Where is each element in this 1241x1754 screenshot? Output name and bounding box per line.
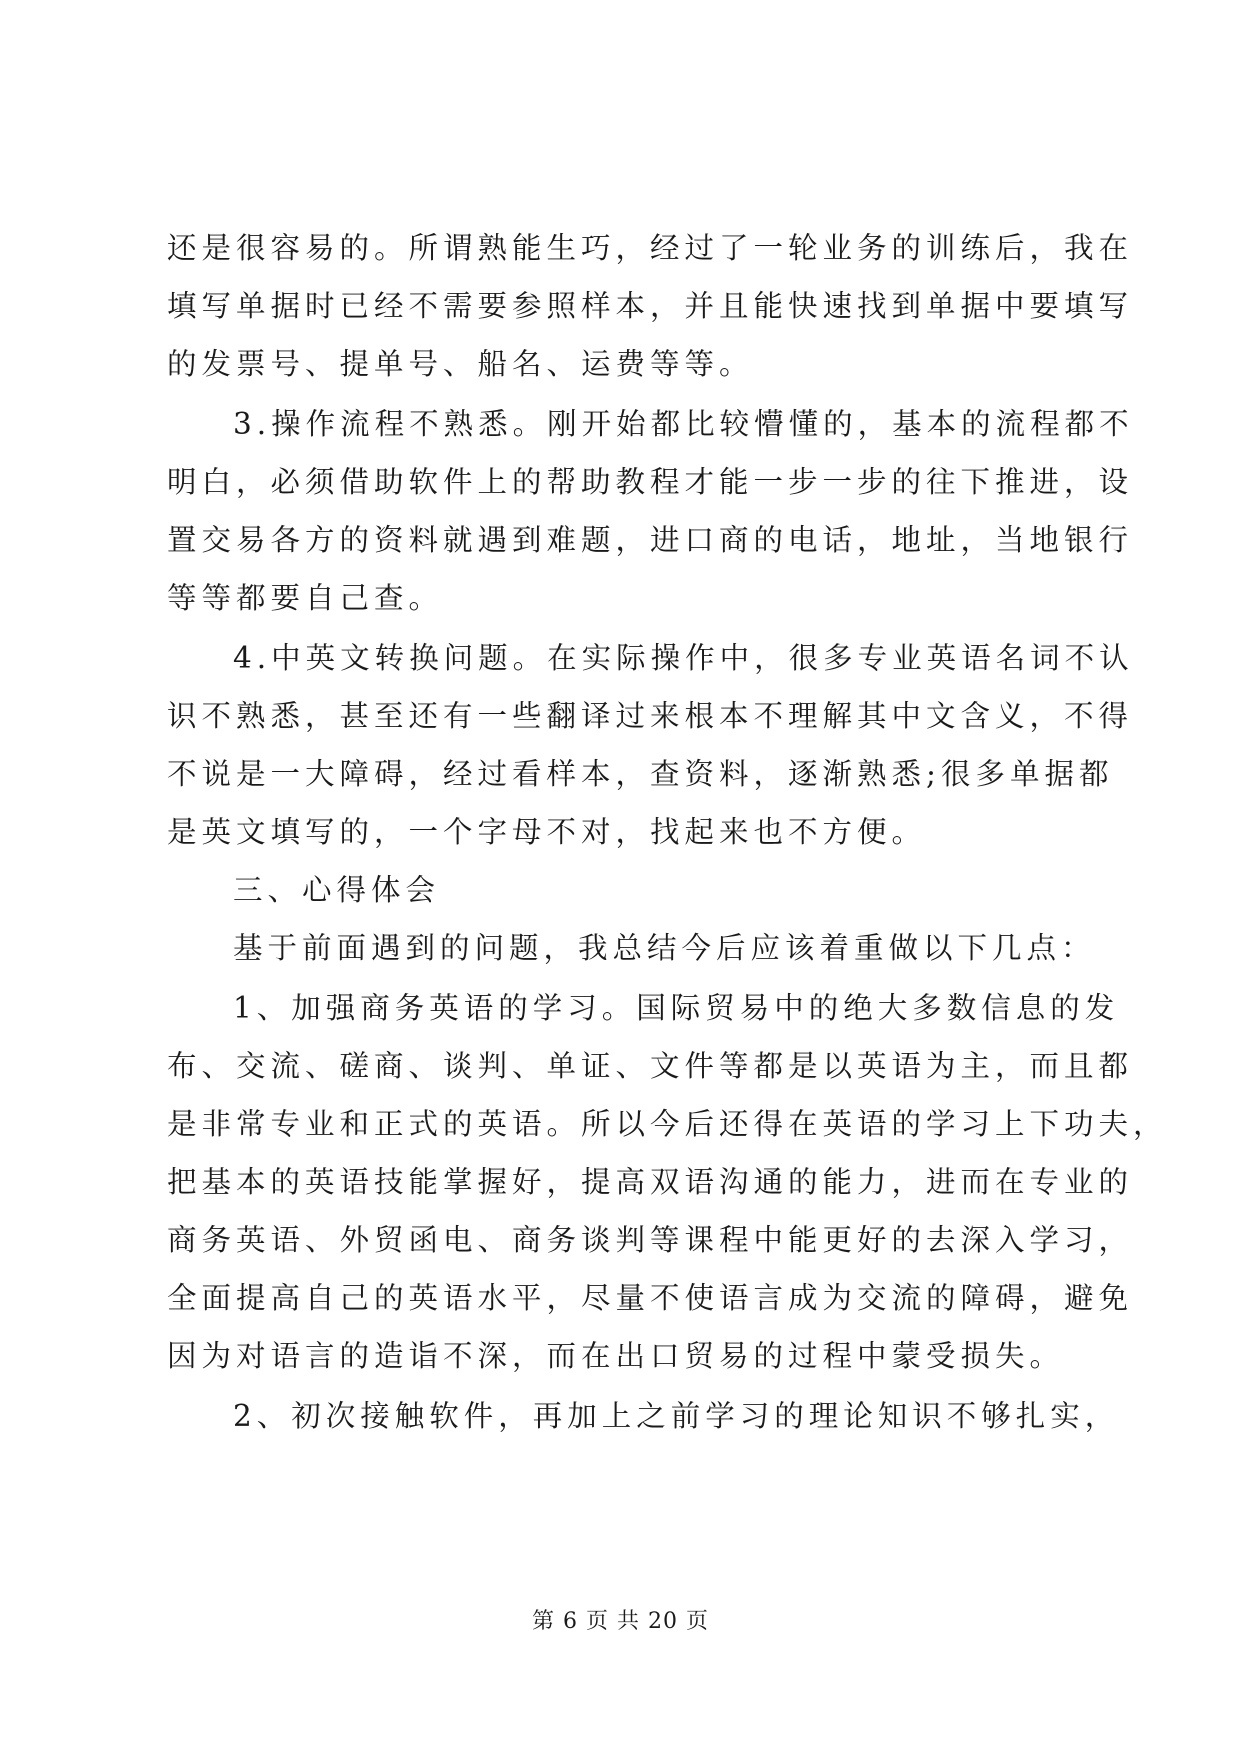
text-line: 3.操作流程不熟悉。刚开始都比较懵懂的，基本的流程都不 bbox=[233, 407, 1134, 441]
text-line: 等等都要自己查。 bbox=[167, 581, 444, 615]
text-line: 4.中英文转换问题。在实际操作中，很多专业英语名词不认 bbox=[233, 641, 1134, 675]
text-line: 因为对语言的造诣不深，而在出口贸易的过程中蒙受损失。 bbox=[167, 1339, 1065, 1373]
text-line: 识不熟悉，甚至还有一些翻译过来根本不理解其中文含义，不得 bbox=[167, 699, 1134, 733]
text-line: 1、加强商务英语的学习。国际贸易中的绝大多数信息的发 bbox=[233, 991, 1120, 1025]
text-line: 明白，必须借助软件上的帮助教程才能一步一步的往下推进，设 bbox=[167, 465, 1134, 499]
text-line: 把基本的英语技能掌握好，提高双语沟通的能力，进而在专业的 bbox=[167, 1165, 1134, 1199]
text-line: 的发票号、提单号、船名、运费等等。 bbox=[167, 347, 754, 381]
text-line: 不说是一大障碍，经过看样本，查资料，逐渐熟悉;很多单据都 bbox=[167, 757, 1114, 791]
text-line: 布、交流、磋商、谈判、单证、文件等都是以英语为主，而且都 bbox=[167, 1049, 1134, 1083]
text-line: 基于前面遇到的问题，我总结今后应该着重做以下几点： bbox=[233, 931, 1096, 965]
text-line: 是非常专业和正式的英语。所以今后还得在英语的学习上下功夫， bbox=[167, 1107, 1168, 1141]
text-line: 全面提高自己的英语水平，尽量不使语言成为交流的障碍，避免 bbox=[167, 1281, 1134, 1315]
text-line: 是英文填写的，一个字母不对，找起来也不方便。 bbox=[167, 815, 927, 849]
text-line: 填写单据时已经不需要参照样本，并且能快速找到单据中要填写 bbox=[167, 289, 1134, 323]
text-line: 还是很容易的。所谓熟能生巧，经过了一轮业务的训练后，我在 bbox=[167, 231, 1134, 265]
section-heading: 三、心得体会 bbox=[233, 873, 441, 907]
text-line: 置交易各方的资料就遇到难题，进口商的电话，地址，当地银行 bbox=[167, 523, 1134, 557]
page-footer: 第 6 页 共 20 页 bbox=[532, 1609, 709, 1634]
text-line: 商务英语、外贸函电、商务谈判等课程中能更好的去深入学习， bbox=[167, 1223, 1134, 1257]
text-line: 2、初次接触软件，再加上之前学习的理论知识不够扎实， bbox=[233, 1399, 1120, 1433]
